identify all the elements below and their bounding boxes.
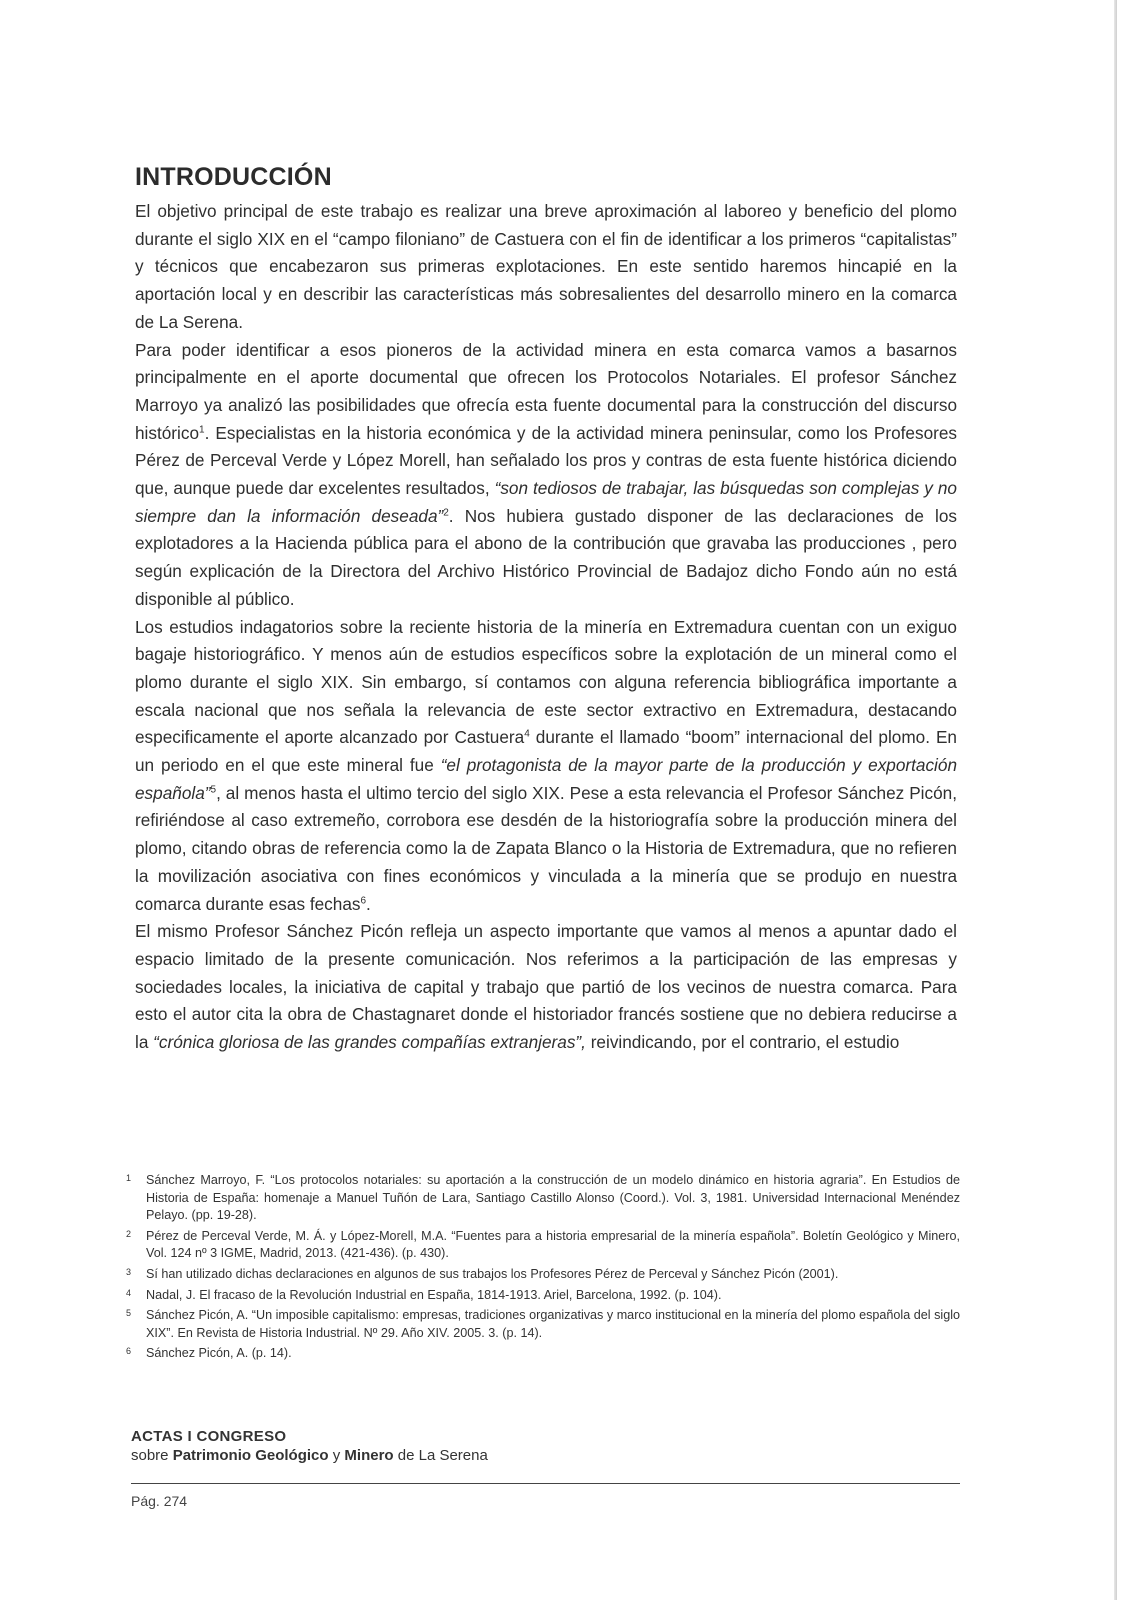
paragraph-3 [135,614,957,919]
paragraph-2 [135,337,957,614]
footnote-text: Sánchez Picón, A. (p. 14). [146,1346,292,1361]
footnote-ref-1: 1 [199,423,205,435]
footnote-text: Nadal, J. El fracaso de la Revolución Industrial en España, 1814-1913. Ariel, Barcelona, 1992. (p. 104). [146,1287,722,1302]
footnote-text: Pérez de Perceval Verde, M. Á. y López-Morell, M.A. “Fuentes para a historia empresarial de la minería española”. Boletín Geológico y Minero, Vol. 124 nº 3 IGME, Madrid, 2013. (421-436). (p. 430). [146,1228,960,1261]
footnote-number: 1 [126,1173,132,1183]
footnote-number: 2 [126,1228,132,1239]
footnote [120,1287,960,1305]
paragraph-4 [135,918,957,1057]
subtitle-text: de La Serena [393,1447,488,1464]
footnote-ref-4: 4 [524,728,530,740]
page-number: Pág. 274 [131,1493,188,1509]
footnote-number: 6 [126,1346,132,1357]
paragraph-2-text-a: Para poder identificar a esos pioneros de la actividad minera en esta comarca vamos a basarnos principalmente en el aporte documental que ofrecen los Protocolos Notariales. El profesor Sánchez Marroyo ya analizó las posibilidades que ofrecía esta fuente documental para la construcción del discurso histórico [135,339,957,443]
section-title: INTRODUCCIÓN [135,163,332,191]
footnote-text: Sánchez Picón, A. “Un imposible capitalismo: empresas, tradiciones organizativas y marco institucional en la minería del plomo española del siglo XIX”. En Revista de Historia Industrial. Nº 29. Año XIV. 2005. 3. (p. 14). [146,1308,960,1340]
paragraph-3-text-d: . [366,893,371,914]
footnote-ref-6: 6 [360,894,367,906]
paragraph-2-text-b: . Especialistas en la historia económica y de la actividad minera peninsular, como los Profesores Pérez de Perceval Verde y López Morell, han señalado los pros y contras de esta fuente histórica diciendo que, aunque puede dar excelentes resultados, [135,422,957,499]
page-footer [131,1428,961,1464]
paragraph-4-quote: “crónica gloriosa de las grandes compañías extranjeras”, [153,1032,586,1053]
page-edge [1114,0,1117,1600]
footnote [120,1172,960,1225]
subtitle-text: y [328,1447,345,1464]
footer-divider [131,1483,960,1484]
footnote [120,1266,960,1284]
footnote-text: Sí han utilizado dichas declaraciones en algunos de sus trabajos los Profesores Pérez de Perceval y Sánchez Picón (2001). [146,1266,839,1281]
footnote-ref-2: 2 [443,507,449,518]
paragraph-3-text-a: Los estudios indagatorios sobre la reciente historia de la minería en Extremadura cuentan con un exiguo bagaje historiográfico. Y menos aún de estudios específicos sobre la explotación de un mineral como el plomo durante el siglo XIX. Sin embargo, sí contamos con alguna referencia bibliográfica importante a escala nacional que nos señala la relevancia de este sector extractivo en Extremadura, destacando especificamente el aporte alcanzado por Castuera [135,616,957,748]
subtitle-bold-2: Minero [344,1447,394,1464]
footnotes [120,1172,960,1366]
conference-title: ACTAS I CONGRESO [131,1428,287,1445]
paragraph-2-quote: “son tediosos de trabajar, las búsquedas son complejas y no siempre dan la información deseada” [135,478,957,526]
paragraph-3-text-c: , al menos hasta el ultimo tercio del siglo XIX. Pese a esta relevancia el Profesor Sánchez Picón, refiriéndose al caso extremeño, corrobora ese desdén de la historiografía sobre la producción minera del plomo, citando obras de referencia como la de Zapata Blanco o la Historia de Extremadura, que no refieren la movilización asociativa con fines económicos y vinculada a la minería que se produjo en nuestra comarca durante esas fechas [135,782,957,914]
footnote-number: 3 [126,1266,132,1277]
paragraph-3-text-b: durante el llamado “boom” internacional del plomo. En un periodo en el que este mineral fue [135,727,957,776]
footnote-number: 4 [126,1287,132,1298]
footnote-ref-5: 5 [210,784,217,796]
main-content [135,163,957,1057]
footnote-text: Sánchez Marroyo, F. “Los protocolos notariales: su aportación a la construcción de un modelo dinámico en historia agraria”. En Estudios de Historia de España: homenaje a Manuel Tuñón de Lara, Santiago Castillo Alonso (Coord.). Vol. 3, 1981. Universidad Internacional Menéndez Pelayo. (pp. 19-28). [146,1173,960,1223]
paragraph-2-text-c: . Nos hubiera gustado disponer de las declaraciones de los explotadores a la Hacienda pública para el abono de la contribución que gravaba las producciones , pero según explicación de la Directora del Archivo Histórico Provincial de Badajoz dicho Fondo aún no está disponible al público. [135,505,957,609]
body-text [135,198,957,1057]
paragraph-1: El objetivo principal de este trabajo es realizar una breve aproximación al laboreo y beneficio del plomo durante el siglo XIX en el “campo filoniano” de Castuera con el fin de identificar a los primeros “capitalistas” y técnicos que encabezaron sus primeras explotaciones. En este sentido haremos hincapié en la aportación local y en describir las características más sobresalientes del desarrollo minero en la comarca de La Serena. [135,201,957,332]
paragraph-4-text-a: El mismo Profesor Sánchez Picón refleja un aspecto importante que vamos al menos a apuntar dado el espacio limitado de la presente comunicación. Nos referimos a la participación de las empresas y sociedades locales, la iniciativa de capital y trabajo que partió de los vecinos de nuestra comarca. Para esto el autor cita la obra de Chastagnaret donde el historiador francés sostiene que no debiera reducirse a la [135,921,957,1053]
footnote [120,1345,960,1363]
subtitle-bold-1: Patrimonio Geológico [172,1447,329,1464]
subtitle-text: sobre [131,1447,173,1464]
paragraph-4-text-b: reivindicando, por el contrario, el estudio [585,1032,900,1053]
footnote-number: 5 [126,1308,132,1319]
paragraph-3-quote: “el protagonista de la mayor parte de la producción y exportación española” [135,755,957,803]
conference-subtitle [131,1447,961,1464]
footnote [120,1307,960,1342]
footnote [120,1228,960,1263]
